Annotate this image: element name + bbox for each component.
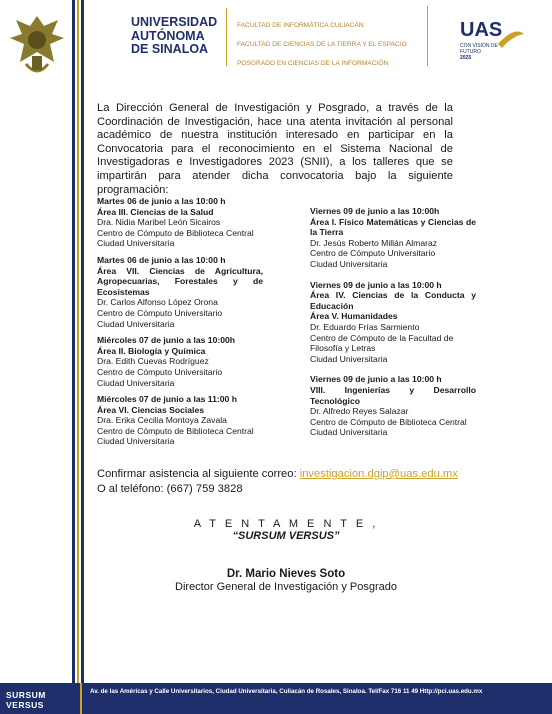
email-link[interactable]: investigacion.dgip@uas.edu.mx <box>299 468 458 480</box>
workshop-place: Centro de Cómputo Universitario <box>310 248 436 259</box>
schedule-right-column <box>310 206 476 444</box>
workshop-area: Área VI. Ciencias Sociales <box>97 404 205 415</box>
uas-logo-year: 2025 <box>460 55 472 61</box>
uas-logo-tagline-1: CON VISIÓN DE <box>460 43 498 49</box>
workshop-campus: Ciudad Universitaria <box>310 353 388 364</box>
uas-2025-logo <box>458 16 526 62</box>
workshop-area: Área VII. Ciencias de Agricultura, Agropecuarias, Forestales y de Ecosistemas <box>97 265 263 297</box>
workshop-campus: Ciudad Universitaria <box>310 427 388 438</box>
workshop-area: Área IV. Ciencias de la Conducta y Educación <box>310 290 476 311</box>
workshop-date: Miércoles 07 de junio a las 10:00h <box>97 335 236 346</box>
signatory-title: Director General de Investigación y Posgrado <box>175 581 397 593</box>
footer-gold-divider <box>80 683 82 714</box>
uas-logo-tagline-2: FUTURO <box>460 49 481 55</box>
workshop-entry <box>97 335 263 388</box>
faculty-posgrado: POSGRADO EN CIENCIAS DE LA INFORMACIÓN <box>237 60 389 67</box>
workshop-entry <box>97 394 263 447</box>
workshop-presenter: Dr. Alfredo Reyes Salazar <box>310 406 409 417</box>
university-name-line-1: UNIVERSIDAD <box>131 15 218 29</box>
workshop-presenter: Dr. Jesús Roberto Millán Almaraz <box>310 237 438 248</box>
workshop-date: Viernes 09 de junio a las 10:00h <box>310 206 440 216</box>
footer-address: Av. de las Américas y Calle Universitarios, Ciudad Universitaria, Culiacán de Rosales, Sinaloa. Tel/Fax 716 11 49 Http://pci.uas.edu.mx <box>90 688 483 695</box>
workshop-area: VIII. Ingenierías y Desarrollo Tecnológico <box>310 384 476 406</box>
workshop-place: Centro de Cómputo de Biblioteca Central <box>97 227 254 238</box>
workshop-place: Centro de Cómputo de Biblioteca Central <box>97 425 254 436</box>
footer-motto: SURSUM VERSUS <box>6 690 46 710</box>
workshop-campus: Ciudad Universitaria <box>97 318 175 329</box>
confirm-email-prefix: Confirmar asistencia al siguiente correo: <box>97 468 300 480</box>
confirmation-block <box>97 467 458 496</box>
workshop-date: Viernes 09 de junio a las 10:00 h <box>310 374 442 385</box>
closing-motto: “SURSUM VERSUS” <box>232 530 340 542</box>
workshop-area-secondary: Área V. Humanidades <box>310 311 398 322</box>
faculty-list <box>237 16 407 73</box>
workshop-date: Viernes 09 de junio a las 10:00 h <box>310 279 442 290</box>
workshop-place: Centro de Cómputo de la Facultad de Filosofía y Letras <box>310 332 454 354</box>
header-divider <box>226 8 227 66</box>
workshop-place: Centro de Cómputo Universitario <box>97 307 223 318</box>
workshop-place: Centro de Cómputo Universitario <box>97 366 223 377</box>
workshop-area: Área I. Físico Matemáticas y Ciencias de la Tierra <box>310 216 476 238</box>
header-divider-right <box>427 6 428 66</box>
workshop-presenter: Dr. Eduardo Frías Sarmiento <box>310 321 420 332</box>
university-name-line-2: AUTÓNOMA <box>131 28 205 43</box>
workshop-campus: Ciudad Universitaria <box>97 238 175 249</box>
workshop-campus: Ciudad Universitaria <box>97 436 175 447</box>
workshop-date: Martes 06 de junio a las 10:00 h <box>97 254 226 265</box>
workshop-presenter: Dra. Edith Cuevas Rodríguez <box>97 356 209 367</box>
workshop-entry <box>97 255 263 329</box>
university-name-line-3: DE SINALOA <box>131 42 209 56</box>
workshop-entry <box>310 374 476 438</box>
uas-logo-acronym: UAS <box>460 19 503 41</box>
university-name <box>131 16 217 57</box>
workshop-area: Área III. Ciencias de la Salud <box>97 206 214 217</box>
workshop-date: Martes 06 de junio a las 10:00 h <box>97 196 226 206</box>
workshop-campus: Ciudad Universitaria <box>97 377 175 388</box>
faculty-informatica: FACULTAD DE INFORMÁTICA CULIACÁN <box>237 22 364 29</box>
footer-motto-tab <box>0 683 80 714</box>
workshop-area: Área II. Biología y Química <box>97 345 206 356</box>
workshop-entry <box>97 196 263 249</box>
confirm-email-line <box>97 467 458 482</box>
closing-atentamente: A T E N T A M E N T E , <box>193 518 379 530</box>
intro-paragraph: La Dirección General de Investigación y Posgrado, a través de la Coordinación de Investigación, hace una atenta invitación al personal académico de nuestra institución interesado en participar en la Convocatoria para el reconocimiento en el Sistema Nacional de Investigadoras e Investigadores 2023 (SNII), a los talleres que se impartirán para atender dicha convocatoria bajo la siguiente programación: <box>97 102 453 196</box>
faculty-ciencias-tierra: FACULTAD DE CIENCIAS DE LA TIERRA Y EL ESPACIO <box>237 41 407 48</box>
workshop-presenter: Dra. Erika Cecilia Montoya Zavala <box>97 415 227 426</box>
workshop-entry <box>310 206 476 270</box>
workshop-presenter: Dr. Carlos Alfonso López Orona <box>97 297 218 308</box>
schedule-left-column <box>97 196 263 453</box>
university-crest-logo <box>8 12 66 82</box>
workshop-date: Miércoles 07 de junio a las 11:00 h <box>97 394 237 405</box>
workshop-entry <box>310 280 476 365</box>
workshop-place: Centro de Cómputo de Biblioteca Central <box>310 416 467 427</box>
signatory-name: Dr. Mario Nieves Soto <box>226 568 346 580</box>
confirm-phone: O al teléfono: (667) 759 3828 <box>97 482 243 495</box>
workshop-presenter: Dra. Nidia Maribel León Sicairos <box>97 217 221 228</box>
workshop-campus: Ciudad Universitaria <box>310 258 388 269</box>
